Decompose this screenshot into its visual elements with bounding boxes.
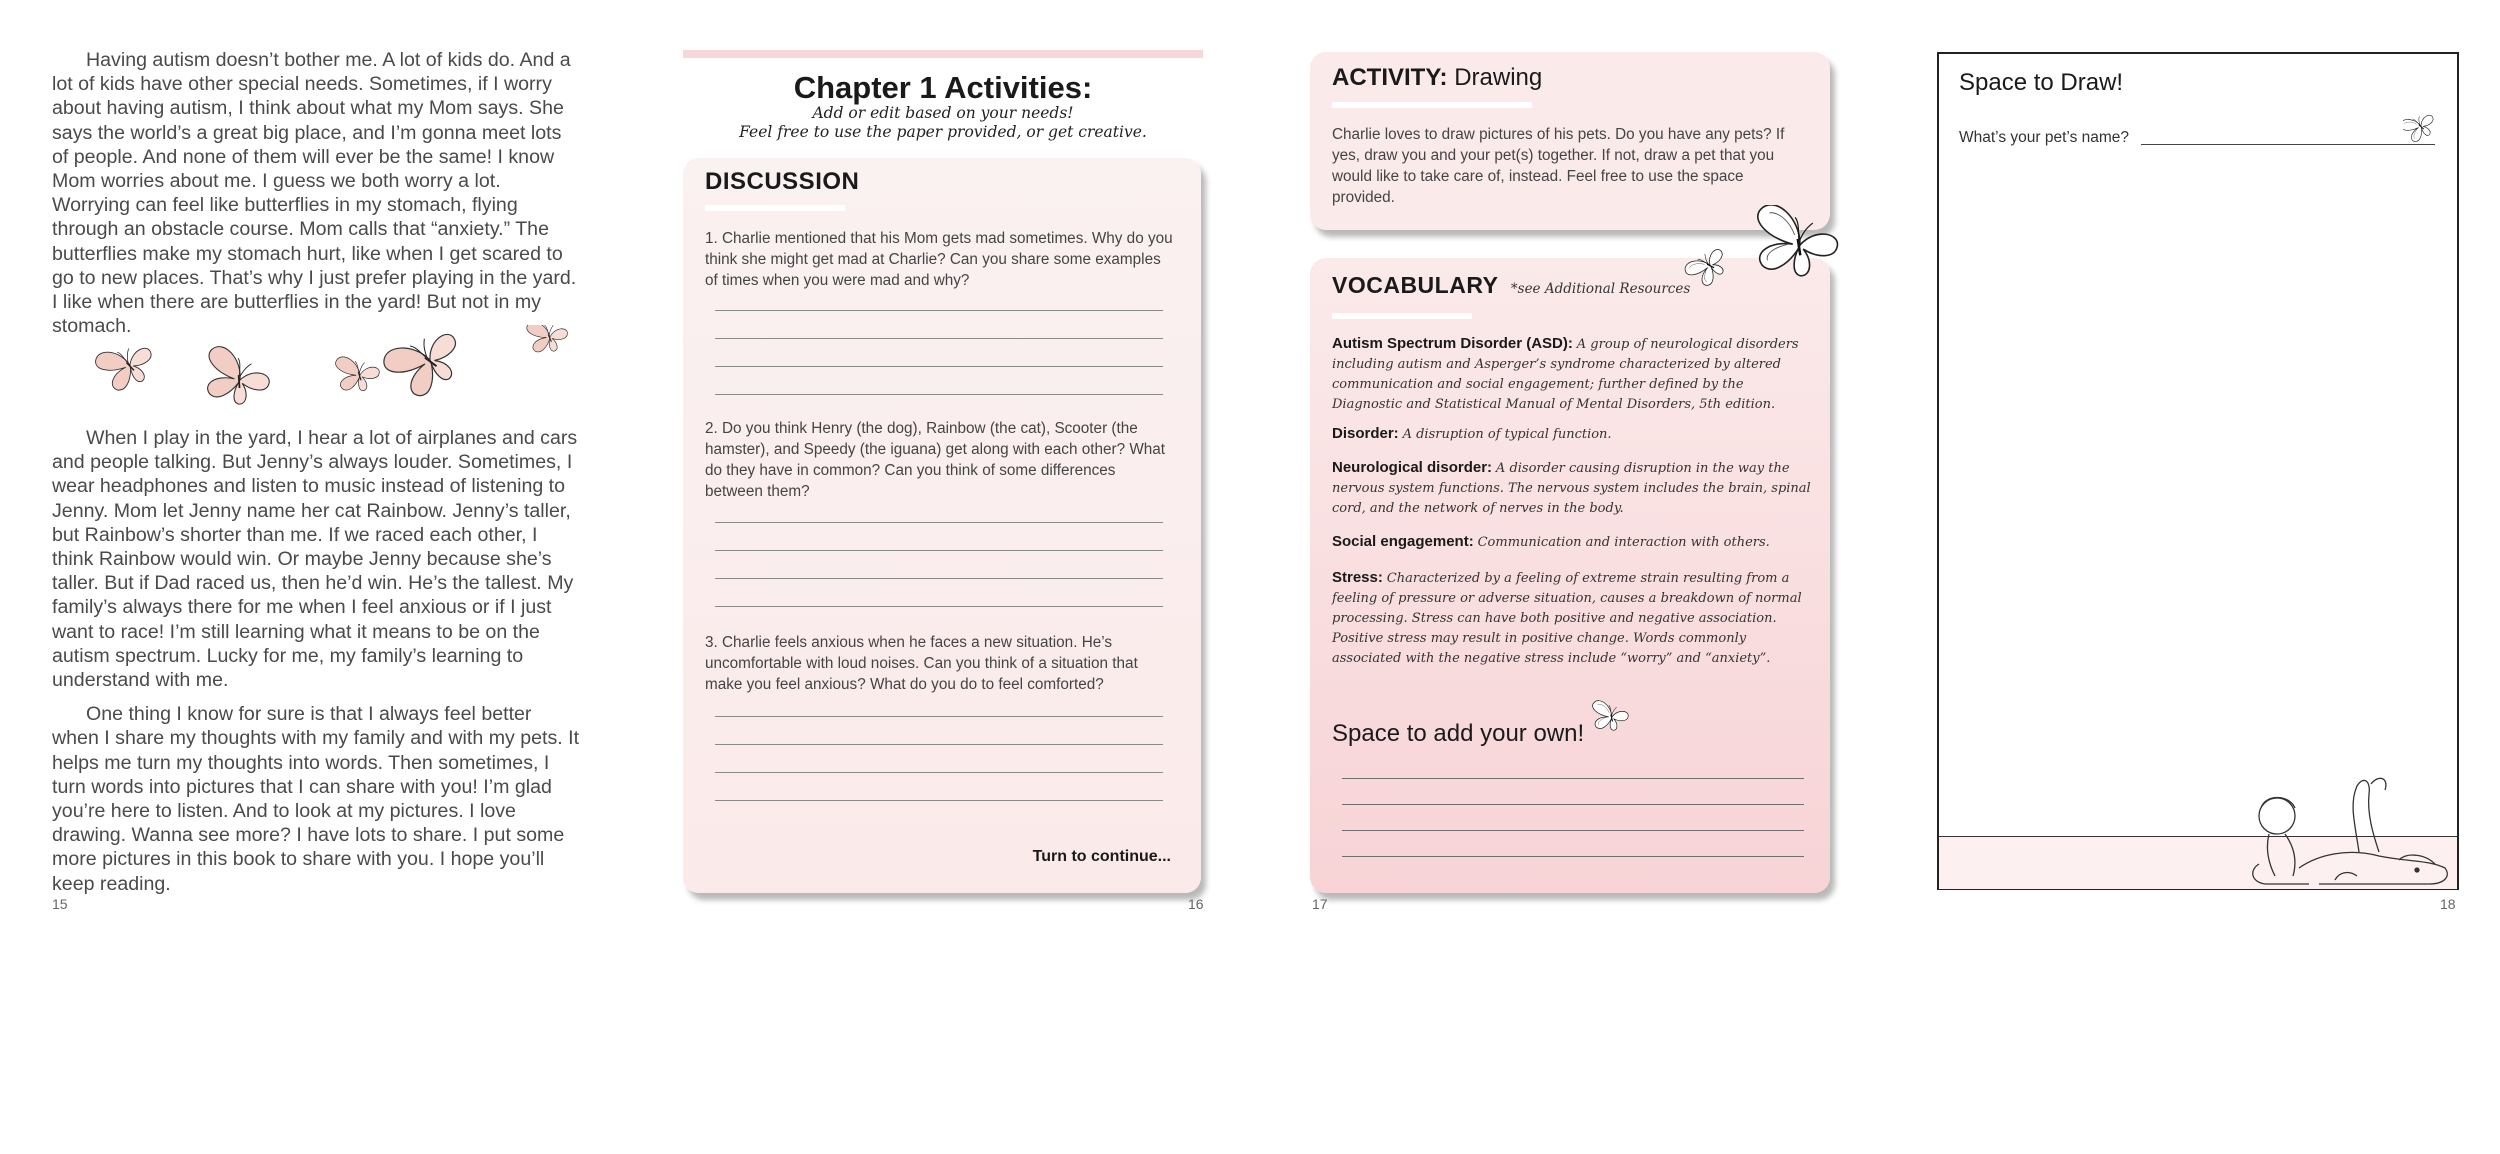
answer-line[interactable] bbox=[1342, 778, 1804, 779]
butterfly-icon bbox=[523, 325, 569, 356]
story-paragraph-1: Having autism doesn’t bother me. A lot of kids do. And a lot of kids have other special needs. Sometimes, if I worry about having autism, I think about what my Mom says. She says the world’s a great big place, and I’m gonna meet lots of people. And none of them will ever be the same! I know Mom worries about me. I guess we both worry a lot. Worrying can feel like butterflies in my stomach, flying through an obstacle course. Mom calls that “anxiety.” The butterflies make my stomach hurt, like when I get scared to go to new places. That’s why I just prefer playing in the yard. I like when there are butterflies in the yard! But not in my stomach. bbox=[52, 49, 577, 338]
vocab-entry-neurological bbox=[1332, 458, 1814, 518]
answer-line[interactable] bbox=[1342, 830, 1804, 831]
answer-line[interactable] bbox=[1342, 856, 1804, 857]
story-paragraph-3: One thing I know for sure is that I always feel better when I share my thoughts with my family and with my pets. It helps me turn my thoughts into words. Then sometimes, I turn words into pictures that I can share with you! I’m glad you’re here to listen. And to look at my pictures. I love drawing. Wanna see more? I have lots to share. I put some more pictures in this book to share with you. I hope you’ll keep reading. bbox=[52, 703, 580, 895]
page-number-17: 17 bbox=[1312, 896, 1328, 912]
chapter-title: Chapter 1 Activities: bbox=[793, 70, 1093, 105]
vocabulary-card bbox=[1310, 258, 1830, 893]
butterfly-icon bbox=[191, 342, 273, 417]
top-accent-bar bbox=[683, 50, 1203, 58]
page-number-18: 18 bbox=[2440, 896, 2456, 912]
activity-label: ACTIVITY: bbox=[1332, 64, 1448, 91]
answer-line[interactable] bbox=[715, 394, 1163, 395]
vocab-entry-asd bbox=[1332, 334, 1814, 414]
pet-name-label: What’s your pet’s name? bbox=[1959, 129, 2130, 146]
page-number-16: 16 bbox=[1188, 896, 1204, 912]
vocab-entry-stress bbox=[1332, 568, 1814, 668]
answer-line[interactable] bbox=[715, 800, 1163, 801]
activity-name: Drawing bbox=[1454, 64, 1543, 91]
heading-underline bbox=[705, 205, 845, 211]
vocab-term: Stress: bbox=[1332, 569, 1383, 586]
activity-text: Charlie loves to draw pictures of his pets. Do you have any pets? If yes, draw you and your pet(s) together. If not, draw a pet that you would like to take care of, instead. Feel free to use the space provided. bbox=[1332, 126, 1785, 206]
butterflies-illustration bbox=[90, 325, 570, 430]
heading-underline bbox=[1332, 313, 1472, 319]
chapter-subtitle-1: Add or edit based on your needs! bbox=[812, 104, 1074, 122]
vocab-entry-disorder bbox=[1332, 424, 1814, 444]
drawing-frame bbox=[1937, 52, 2459, 890]
pet-name-line[interactable] bbox=[2141, 144, 2435, 145]
answer-line[interactable] bbox=[715, 772, 1163, 773]
question-1: 1. Charlie mentioned that his Mom gets mad sometimes. Why do you think she might get mad at Charlie? Can you share some examples of times when you were mad and why? bbox=[705, 230, 1173, 289]
butterfly-icon bbox=[329, 355, 381, 397]
chapter-subtitle-2: Feel free to use the paper provided, or get creative. bbox=[739, 123, 1147, 141]
vocabulary-heading-row bbox=[1332, 272, 1690, 299]
vocab-definition: Characterized by a feeling of extreme strain resulting from a feeling of pressure or adverse situation, causes a breakdown of normal processing. Stress can have both positive and negative association. Positive stress may result in positive change. Words commonly associated with the negative stress include “worry” and “anxiety”. bbox=[1332, 571, 1802, 666]
vocab-entry-social bbox=[1332, 532, 1814, 552]
question-3: 3. Charlie feels anxious when he faces a new situation. He’s uncomfortable with loud noises. Can you think of a situation that make you feel anxious? What do you do to feel comforted? bbox=[705, 634, 1138, 693]
answer-line[interactable] bbox=[715, 578, 1163, 579]
vocab-definition: A disorder causing disruption in the way the nervous system functions. The nervous system includes the brain, spinal cord, and the network of nerves in the body. bbox=[1332, 461, 1811, 516]
answer-line[interactable] bbox=[715, 338, 1163, 339]
answer-line[interactable] bbox=[715, 310, 1163, 311]
draw-title: Space to Draw! bbox=[1959, 69, 2124, 96]
story-text-continued bbox=[52, 426, 580, 896]
answer-line[interactable] bbox=[715, 522, 1163, 523]
discussion-heading: DISCUSSION bbox=[705, 168, 860, 195]
vocab-term: Neurological disorder: bbox=[1332, 459, 1493, 476]
vocab-definition: A group of neurological disorders including autism and Asperger’s syndrome characterized by altered communication and social engagement; further defined by the Diagnostic and Statistical Manual of Mental Disorders, 5th edition. bbox=[1332, 337, 1799, 412]
answer-line[interactable] bbox=[1342, 804, 1804, 805]
question-2: 2. Do you think Henry (the dog), Rainbow (the cat), Scooter (the hamster), and Speedy (the iguana) get along with each other? What do they have in common? Can you think of some differences between them? bbox=[705, 420, 1166, 500]
activity-heading bbox=[1332, 64, 1542, 92]
answer-line[interactable] bbox=[715, 744, 1163, 745]
vocab-definition: A disruption of typical function. bbox=[1402, 427, 1612, 442]
own-space-heading: Space to add your own! bbox=[1332, 720, 1585, 747]
butterfly-icon bbox=[1739, 205, 1843, 292]
vocab-definition: Communication and interaction with others. bbox=[1477, 535, 1770, 550]
heading-underline bbox=[1332, 102, 1532, 108]
butterfly-icon bbox=[1590, 695, 1630, 740]
vocabulary-note: *see Additional Resources bbox=[1510, 281, 1691, 297]
boy-and-dog-sketch bbox=[2239, 764, 2455, 888]
butterfly-icon bbox=[2403, 106, 2439, 146]
butterflies-sketch bbox=[1670, 205, 1850, 305]
vocab-term: Social engagement: bbox=[1332, 533, 1474, 550]
butterfly-icon bbox=[380, 329, 468, 404]
turn-to-continue: Turn to continue... bbox=[1032, 848, 1171, 865]
activity-card bbox=[1310, 52, 1830, 230]
butterfly-icon bbox=[1683, 246, 1733, 292]
answer-line[interactable] bbox=[715, 606, 1163, 607]
vocab-term: Autism Spectrum Disorder (ASD): bbox=[1332, 335, 1573, 352]
discussion-card bbox=[683, 158, 1201, 893]
story-paragraph-2: When I play in the yard, I hear a lot of airplanes and cars and people talking. But Jenny’s always louder. Sometimes, I wear headphones and listen to music instead of listening to Jenny. Mom let Jenny name her cat Rainbow. Jenny’s taller, but Rainbow’s shorter than me. If we raced each other, I think Rainbow would win. Or maybe Jenny because she’s taller. But if Dad raced us, then he’d win. He’s the tallest. My family’s always there for me when I feel anxious or if I just want to race! I’m still learning what it means to be on the autism spectrum. Lucky for me, my family’s learning to understand with me. bbox=[52, 427, 578, 692]
vocab-term: Disorder: bbox=[1332, 425, 1399, 442]
butterfly-icon bbox=[94, 345, 156, 394]
vocabulary-heading: VOCABULARY bbox=[1332, 272, 1499, 298]
answer-line[interactable] bbox=[715, 550, 1163, 551]
answer-line[interactable] bbox=[715, 366, 1163, 367]
story-text bbox=[52, 48, 580, 338]
answer-line[interactable] bbox=[715, 716, 1163, 717]
page-number-15: 15 bbox=[52, 896, 68, 912]
